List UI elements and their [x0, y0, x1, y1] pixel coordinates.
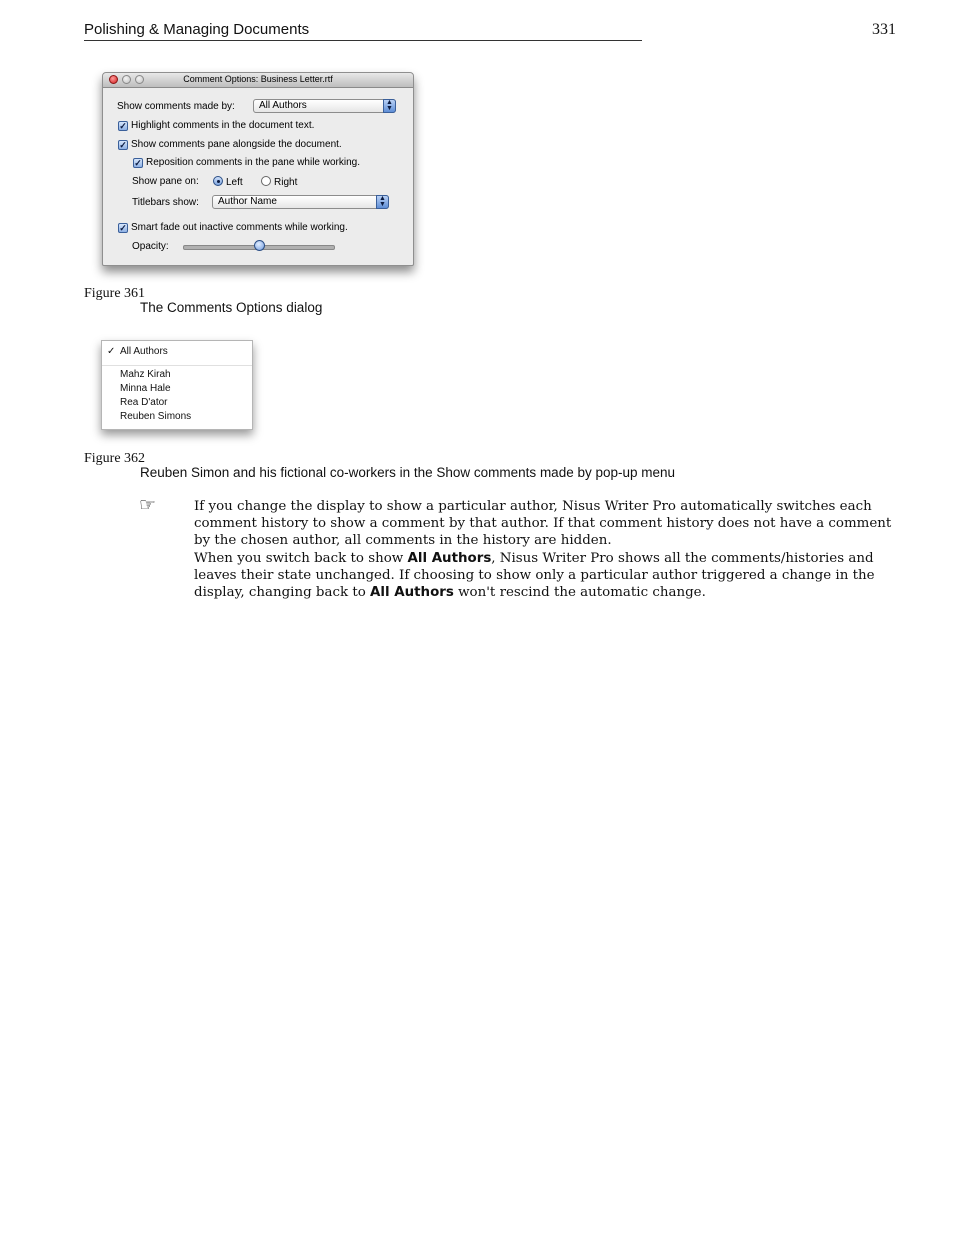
note-text: won't rescind the automatic change. [453, 585, 706, 601]
highlight-comments-option[interactable] [118, 120, 314, 131]
popup-arrows-icon: ▲ ▼ [383, 99, 396, 113]
pointing-hand-icon: ☞ [139, 494, 157, 516]
menu-item-all-authors[interactable]: All Authors [120, 346, 168, 357]
all-authors-keyword: All Authors [407, 550, 492, 566]
note-text: , Nisus Writer Pro shows all the comments/histories and leaves their state unchanged. If choosing to show only a particular author triggered a change in the display, changing back to [194, 550, 875, 601]
reposition-comments-option[interactable] [133, 157, 360, 168]
authors-popup-menu [101, 340, 253, 430]
menu-item-author[interactable]: Reuben Simons [120, 411, 192, 422]
titlebars-show-popup[interactable] [212, 195, 389, 209]
reposition-comments-checkbox[interactable]: ✓ [134, 158, 142, 168]
figure-361-label: Figure 361 [84, 286, 146, 301]
page-header [84, 20, 642, 41]
dialog-titlebar [103, 73, 413, 88]
comment-options-dialog [102, 72, 414, 266]
menu-item-author[interactable]: Mahz Kirah [120, 369, 171, 380]
opacity-slider-knob[interactable] [254, 240, 265, 251]
titlebars-show-value: Author Name [218, 196, 277, 207]
dialog-title: Comment Options: Business Letter.rtf [183, 74, 333, 84]
pane-left-option[interactable] [213, 176, 243, 188]
checkmark-icon: ✓ [107, 346, 116, 357]
smart-fade-label: Smart fade out inactive comments while working. [131, 222, 348, 233]
highlight-comments-checkbox[interactable]: ✓ [119, 121, 127, 131]
show-pane-on-label: Show pane on: [132, 176, 199, 187]
page-number: 331 [872, 21, 896, 38]
pane-left-radio[interactable] [213, 176, 223, 186]
menu-separator [102, 365, 252, 366]
show-comments-pane-checkbox[interactable]: ✓ [119, 140, 127, 150]
chapter-title: Polishing & Managing Documents [84, 21, 310, 38]
note-body [194, 498, 894, 601]
opacity-label: Opacity: [132, 241, 169, 252]
all-authors-keyword: All Authors [370, 585, 454, 601]
note-paragraph-2 [194, 550, 894, 602]
menu-item-author[interactable]: Minna Hale [120, 383, 171, 394]
show-comments-pane-label: Show comments pane alongside the document. [131, 139, 342, 150]
smart-fade-checkbox[interactable]: ✓ [119, 223, 127, 233]
show-comments-pane-option[interactable] [118, 139, 342, 150]
pane-right-option[interactable] [261, 176, 297, 188]
smart-fade-option[interactable] [118, 222, 348, 233]
titlebars-show-label: Titlebars show: [132, 197, 199, 208]
show-comments-popup[interactable] [253, 99, 396, 113]
reposition-comments-label: Reposition comments in the pane while working. [146, 157, 360, 168]
pane-left-label: Left [226, 177, 243, 188]
show-comments-label: Show comments made by: [117, 101, 235, 112]
popup-arrows-icon: ▲ ▼ [376, 195, 389, 209]
show-comments-value: All Authors [259, 100, 307, 111]
pane-right-label: Right [274, 177, 298, 188]
pane-right-radio[interactable] [261, 176, 271, 186]
note-paragraph-1: If you change the display to show a particular author, Nisus Writer Pro automatically switches each comment history to show a comment by that author. If that comment history does not have a comment by the chosen author, all comments in the history are hidden. [194, 499, 892, 549]
figure-362-label: Figure 362 [84, 451, 146, 466]
note-text: When you switch back to show [194, 550, 408, 566]
figure-361-caption: The Comments Options dialog [140, 300, 323, 315]
figure-362-caption: Reuben Simon and his fictional co-workers in the Show comments made by pop-up menu [140, 465, 676, 480]
menu-item-author[interactable]: Rea D'ator [120, 397, 168, 408]
highlight-comments-label: Highlight comments in the document text. [131, 120, 315, 131]
